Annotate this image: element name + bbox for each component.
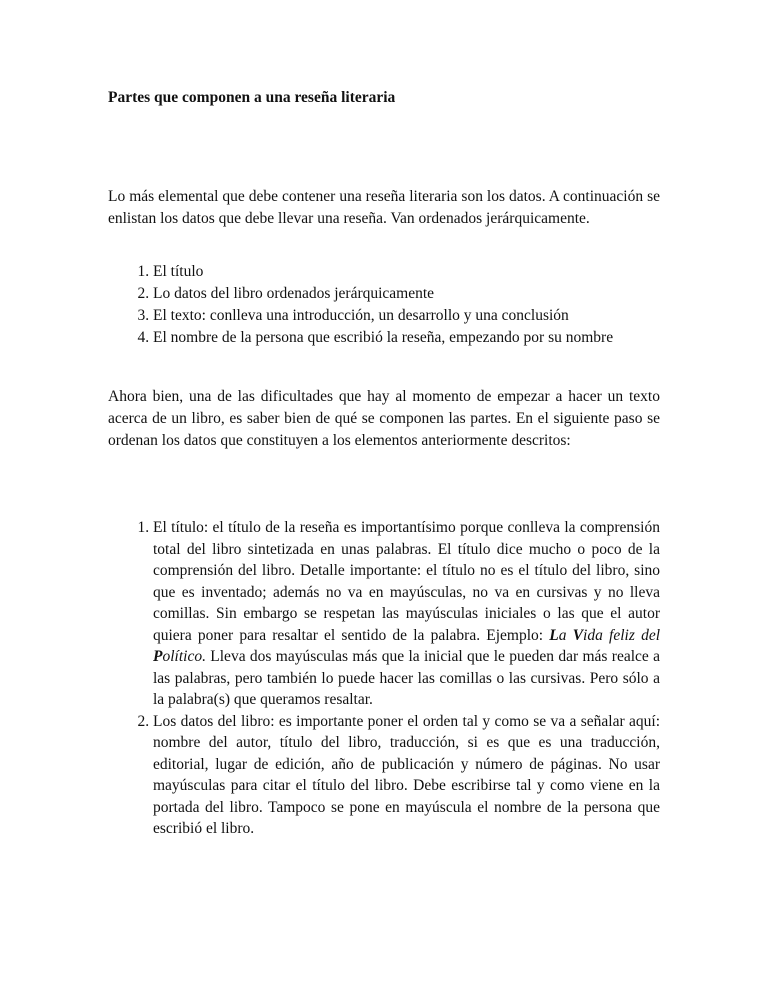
example-text: olítico.: [162, 648, 206, 665]
list-item: 1. El título: [153, 261, 660, 283]
list-item: 3. El texto: conlleva una introducción, un desarrollo y una conclusión: [153, 305, 660, 327]
intro-paragraph: Lo más elemental que debe contener una reseña literaria son los datos. A continuación se enlistan los datos que debe llevar una reseña. Van ordenados jerárquicamente.: [108, 188, 660, 227]
item-text: Lleva dos mayúsculas más que la inicial que le pueden dar más realce a las palabras, pero también lo puede hacer las comillas o las cursivas. Pero sólo a la palabra(s) que queramos resaltar.: [153, 648, 660, 708]
list-item: 2. Los datos del libro: es importante poner el orden tal y como se va a señalar aquí: nombre del autor, título del libro, traducción, si es que es una traducción, editorial, lugar de edición, año de publicación y número de páginas. No usar mayúsculas para citar el título del libro. Debe escribirse tal y como viene en la portada del libro. Tampoco se pone en mayúscula el nombre de la persona que escribió el libro.: [153, 711, 660, 840]
example-letter: L: [549, 626, 559, 644]
example-letter: P: [153, 648, 163, 665]
item-text: El título: el título de la reseña es importantísimo porque conlleva la comprensión total del libro sintetizada en unas palabras. El título dice mucho o poco de la comprensión del libro. Detalle importante: el título no es el título del libro, sino que es inventado; además no va en mayúsculas, no va en cursivas y no lleva comillas. Sin embargo se respetan las mayúsculas iniciales o las que el autor quiera poner para resaltar el sentido de la palabra. Ejemplo:: [153, 519, 660, 644]
list-item: 4. El nombre de la persona que escribió la reseña, empezando por su nombre: [153, 327, 660, 349]
example-text: ida feliz del: [583, 626, 661, 644]
page-title: Partes que componen a una reseña literaria: [108, 89, 396, 106]
example-letter: V: [572, 626, 584, 644]
list-item: 2. Lo datos del libro ordenados jerárquicamente: [153, 283, 660, 305]
details-list: [108, 517, 660, 840]
list-item: [153, 517, 660, 711]
parts-list: [108, 261, 660, 349]
second-paragraph: Ahora bien, una de las dificultades que hay al momento de empezar a hacer un texto acerca de un libro, es saber bien de qué se componen las partes. En el siguiente paso se ordenan los datos que constituyen a los elementos anteriormente descritos:: [108, 388, 660, 449]
example-text: a: [558, 626, 573, 644]
